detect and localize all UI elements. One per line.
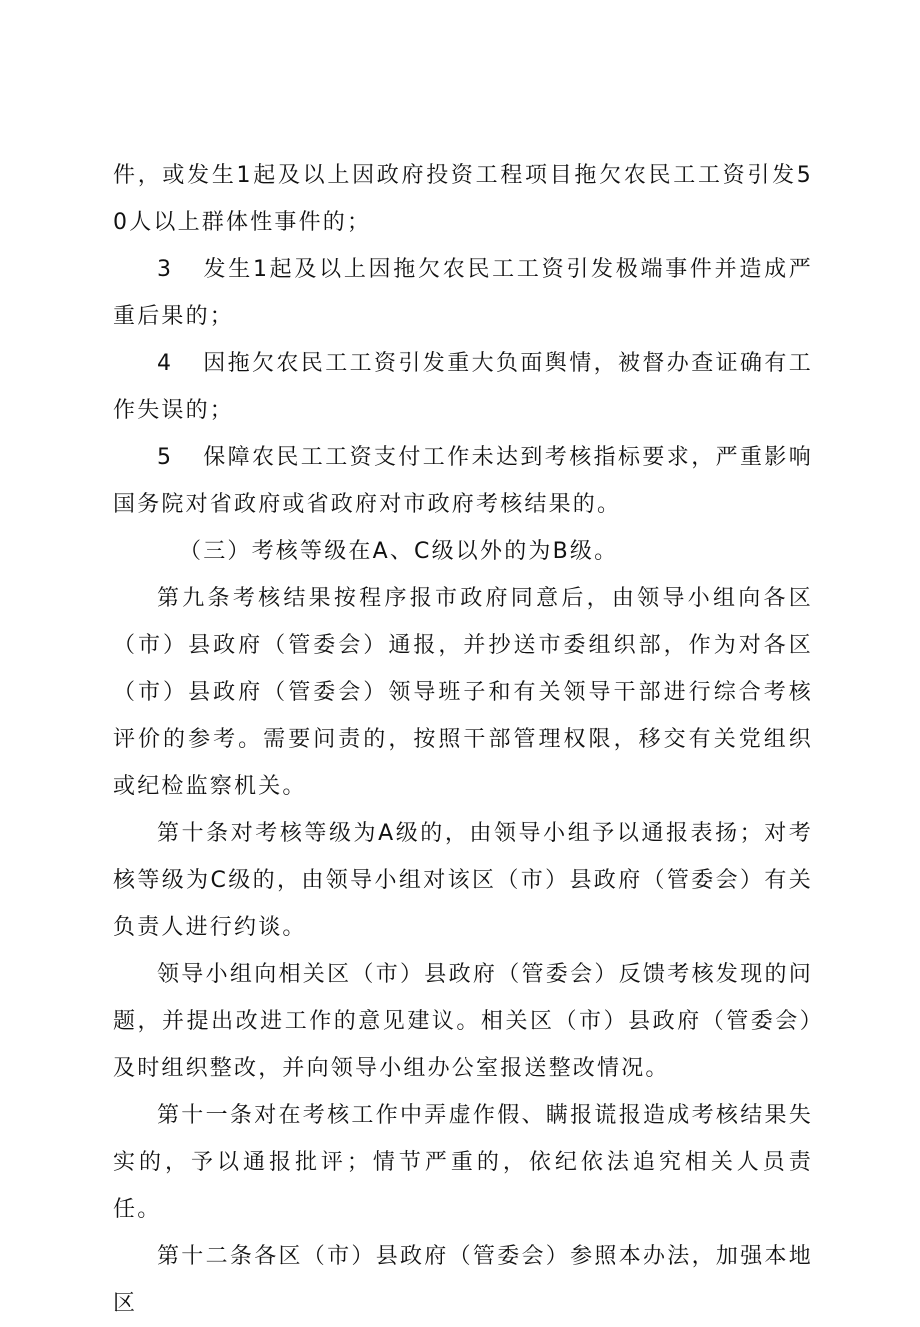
- paragraph-text: 件，或发生1起及以上因政府投资工程项目拖欠农民工工资引发50人以上群体性事件的；: [113, 163, 813, 235]
- article-9: [113, 575, 813, 810]
- list-item-number: 4: [157, 351, 174, 376]
- paragraph-text: 领导小组向相关区（市）县政府（管委会）反馈考核发现的问题，并提出改进工作的意见建议。相关区（市）县政府（管委会）及时组织整改，并向领导小组办公室报送整改情况。: [113, 962, 813, 1081]
- list-item-4: [113, 340, 813, 434]
- list-item-3: [113, 246, 813, 340]
- paragraph-text: 第十条对考核等级为A级的，由领导小组予以通报表扬；对考核等级为C级的，由领导小组对该区（市）县政府（管委会）有关负责人进行约谈。: [113, 821, 813, 940]
- list-item-number: 5: [157, 445, 174, 470]
- list-item-text: 发生1起及以上因拖欠农民工工资引发极端事件并造成严重后果的；: [113, 257, 813, 329]
- list-item-text: 保障农民工工资支付工作未达到考核指标要求，严重影响国务院对省政府或省政府对市政府考核结果的。: [113, 445, 813, 517]
- feedback-paragraph: [113, 951, 813, 1092]
- document-body: [113, 152, 813, 1327]
- paragraph-grade-b: [113, 528, 813, 575]
- list-item-5: [113, 434, 813, 528]
- article-11: [113, 1092, 813, 1233]
- paragraph-text: 第九条考核结果按程序报市政府同意后，由领导小组向各区（市）县政府（管委会）通报，并抄送市委组织部，作为对各区（市）县政府（管委会）领导班子和有关领导干部进行综合考核评价的参考。需要问责的，按照干部管理权限，移交有关党组织或纪检监察机关。: [113, 586, 813, 799]
- article-12: [113, 1233, 813, 1327]
- paragraph-continuation: [113, 152, 813, 246]
- paragraph-text: 第十一条对在考核工作中弄虚作假、瞒报谎报造成考核结果失实的，予以通报批评；情节严重的，依纪依法追究相关人员责任。: [113, 1103, 813, 1222]
- paragraph-text: （三）考核等级在A、C级以外的为B级。: [179, 539, 619, 564]
- paragraph-text: 第十二条各区（市）县政府（管委会）参照本办法，加强本地区: [113, 1244, 813, 1316]
- list-item-text: 因拖欠农民工工资引发重大负面舆情，被督办查证确有工作失误的；: [113, 351, 813, 423]
- list-item-number: 3: [157, 257, 174, 282]
- article-10: [113, 810, 813, 951]
